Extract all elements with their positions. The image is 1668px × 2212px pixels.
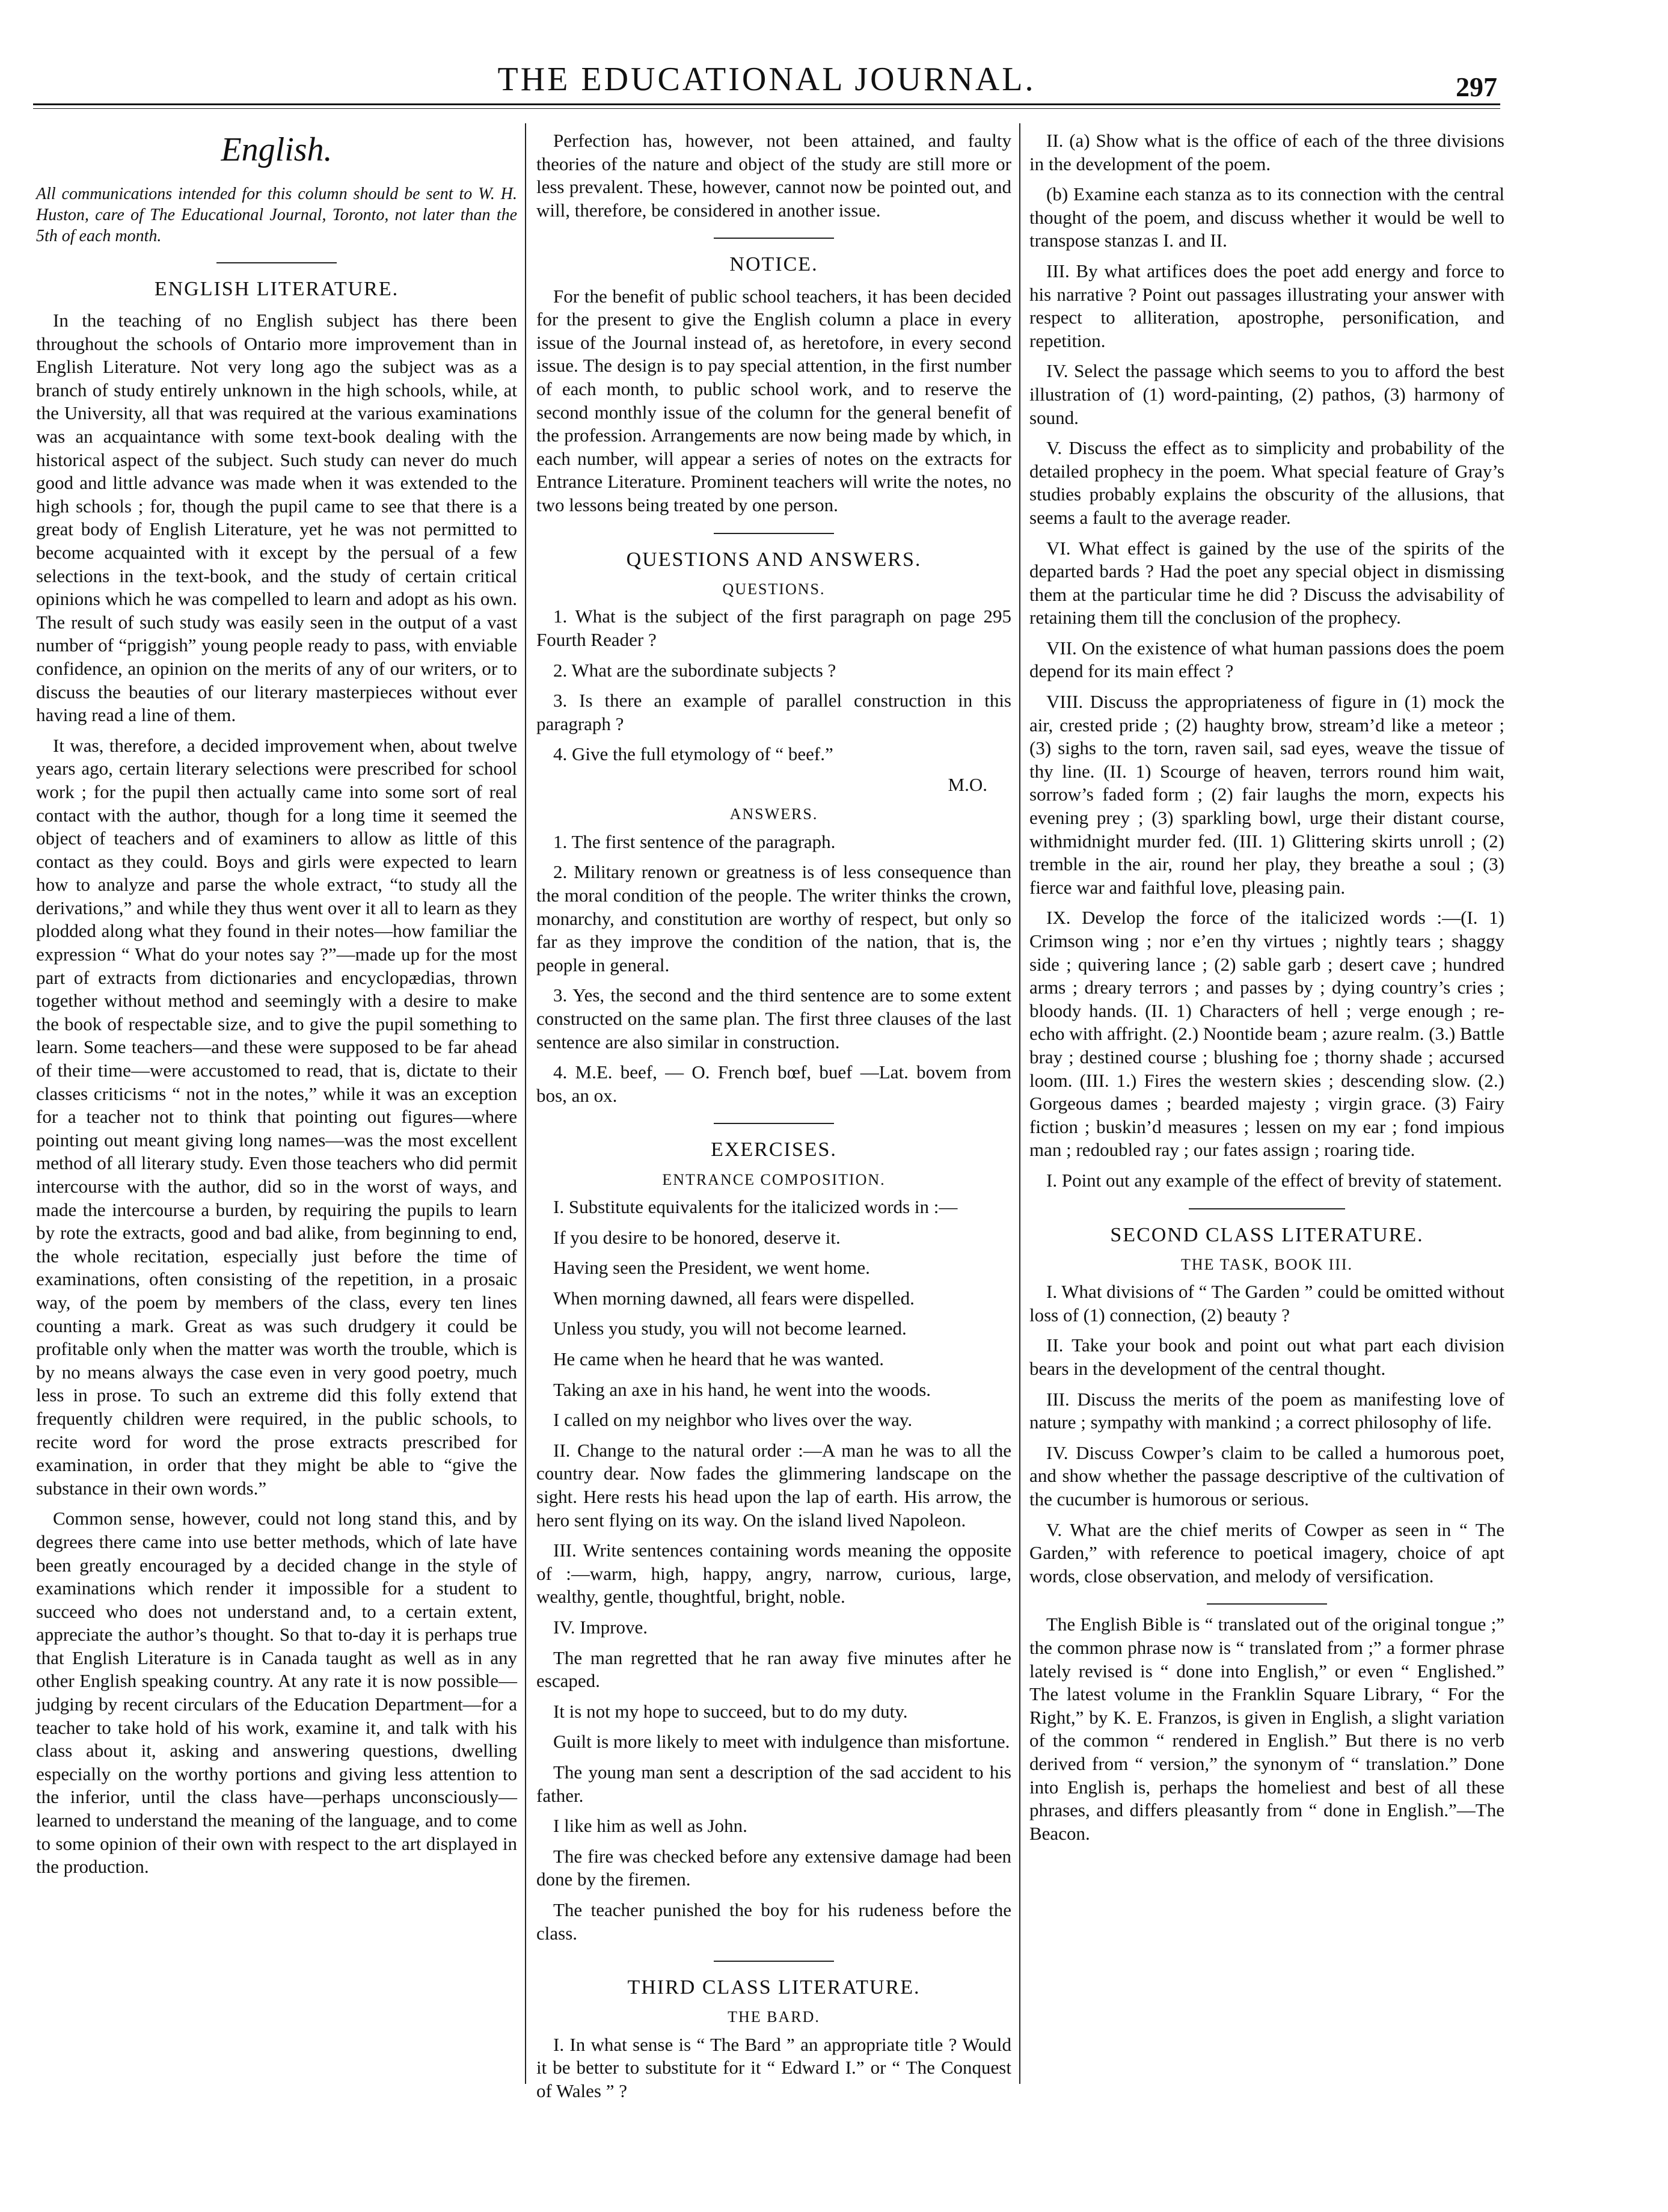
bard-question: I. In what sense is “ The Bard ” an appropriate title ? Would it be better to substitute for it “ Edward I.” or “ The Conquest of Wales ” ?: [536, 2033, 1011, 2101]
header-rule: [33, 103, 1500, 105]
bard-question: VIII. Discuss the appropriateness of figure in (1) mock the air, crested pride ; (2) haughty brow, stream’d like a meteor ; (3) sighs to the torn, raven sail, sad eyes, weave the tissue of thy line. (II. 1) Scourge of heaven, terrors round him wait, sorrow’s faded form ; (2) fair laughs the morn, expects his evening prey ; (3) sparkling bowl, urge their distant course, withmidnight murder fed. (III. 1) Glittering skirts unroll ; (2) tremble in the air, round her play, they breathe a soul ; (3) fierce war and faithful love, pleasing pain.: [1029, 691, 1504, 898]
journal-title: THE EDUCATIONAL JOURNAL.: [497, 61, 1036, 98]
divider: [216, 262, 337, 263]
notice-paragraph: For the benefit of public school teachers, it has been decided for the present to give the English column a place in every issue of the Journal instead of, as heretofore, in every second issue. The design is to pay special attention, in the first number of each month, to public school work, and to reserve the second monthly issue of the column for the general benefit of the profession. Arrangements are now being made by which, in each number, will appear a series of notes on the extracts for Entrance Literature. Prominent teachers will write the notes, no two lessons being treated by one person.: [536, 285, 1011, 516]
subheading-the-bard: THE BARD.: [728, 2008, 820, 2026]
subheading-questions: QUESTIONS.: [722, 580, 826, 598]
column-3: [1029, 129, 1504, 1852]
column-1: [36, 129, 517, 1886]
question-signature: M.O.: [948, 773, 987, 795]
page-header: [36, 60, 1497, 114]
answer-item: 1. The first sentence of the paragraph.: [553, 831, 836, 852]
subheading-answers: ANSWERS.: [729, 805, 818, 823]
divider: [714, 1961, 834, 1962]
bard-question: (b) Examine each stanza as to its connection with the central thought of the poem, and discuss whether it would be well to transpose stanzas I. and II.: [1029, 183, 1504, 251]
exercise-item: When morning dawned, all fears were dispelled.: [553, 1287, 915, 1309]
article-paragraph: It was, therefore, a decided improvement when, about twelve years ago, certain literary selections were prescribed for school work ; for the pupil then actually came into some sort of real contact with the author, though for a long time it seemed the object of teachers and of examiners to allow as little of this contact as they could. Boys and girls were expected to learn how to analyze and parse the whole extract, “to study all the derivations,” and while they thus went over it all to learn as they plodded along what they found in their notes—how familiar the expression “ What do your notes say ?”—made up for the most part of extracts from dictionaries and encyclopædias, thrown together without method and seemingly with a desire to make the book of respectable size, and to give the pupil something to learn. Some teachers—and these were supposed to be far ahead of their time—were accustomed to read, that is, dictate to their classes criticisms “ not in the notes,” while it was an exception for a teacher not to think that pointing out figures—where pointing out meant giving long names—was the most excellent method of all literary study. Even those teachers who did permit intercourse with the author, did so in the worst of ways, and made the intercourse a burden, by requiring the pupils to learn by rote the extracts, good and bad alike, from beginning to end, the whole recitation, especially just before the time of examinations, often consisting of the repetition, in a prosaic way, of the poem by members of the class, every ten lines counting a mark. Great as was such drudgery it could be profitable only when the matter was worth the trouble, which is by no means always the case even in very good poetry, much less in prose. To such an extreme did this folly extend that frequently children were required, in the public schools, to recite word for word the prose extracts prescribed for examination, in order that they might be able to “give the substance in their own words.”: [36, 734, 517, 1499]
exercise-item: Guilt is more likely to meet with indulgence than misfortune.: [553, 1731, 1010, 1753]
exercise-item: IV. Improve.: [553, 1616, 648, 1638]
editor-note: All communications intended for this column should be sent to W. H. Huston, care of The Educational Journal, Toronto, not later than the 5th of each month.: [36, 184, 517, 245]
exercise-item: Unless you study, you will not become learned.: [553, 1318, 907, 1339]
divider: [714, 238, 834, 239]
exercise-item: If you desire to be honored, deserve it.: [553, 1226, 841, 1248]
bard-question: II. (a) Show what is the office of each of the three divisions in the development of the poem.: [1029, 130, 1504, 174]
article-paragraph: Common sense, however, could not long stand this, and by degrees there came into use better methods, which of late have been greatly encouraged by a decided change in the style of examinations which render it impossible for a student to succeed who does not understand and, to a certain extent, appreciate the author’s thought. So that to-day it is perhaps true that English Literature is in Canada taught as well as in any other English speaking country. At any rate it is now possible—judging by recent circulars of the Education Department—for a teacher to take hold of his work, examine it, and talk with his class about it, asking and answering questions, dwelling especially on the worthy portions and giving less attention to the inferior, until the class have—perhaps unconsciously—learned to understand the meaning of the language, and to come to some opinion of their own with respect to the art displayed in the production.: [36, 1508, 517, 1878]
heading-notice: NOTICE.: [729, 253, 818, 276]
answer-item: 3. Yes, the second and the third sentence are to some extent constructed on the same plan. The first three clauses of the last sentence are also similar in construction.: [536, 985, 1011, 1052]
exercise-item: Having seen the President, we went home.: [553, 1257, 870, 1279]
heading-questions-answers: QUESTIONS AND ANSWERS.: [626, 548, 922, 571]
divider: [1207, 1603, 1327, 1605]
subheading-entrance-composition: ENTRANCE COMPOSITION.: [662, 1170, 886, 1188]
question-item: 2. What are the subordinate subjects ?: [553, 659, 836, 681]
task-question: IV. Discuss Cowper’s claim to be called a humorous poet, and show whether the passage descriptive of the cultivation of the cucumber is humorous or serious.: [1029, 1442, 1504, 1510]
exercise-item: I like him as well as John.: [553, 1815, 747, 1837]
section-title-english: English.: [221, 131, 333, 168]
exercise-item: Taking an axe in his hand, he went into the woods.: [553, 1378, 931, 1400]
bible-note-paragraph: The English Bible is “ translated out of the original tongue ;” the common phrase now is “ translated from ;” a former phrase lately revised is “ done into English,” or even “ Englished.” The latest volume in the Franklin Square Library, “ For the Right,” by K. E. Franzos, is given in English, a slight variation of the common “ rendered in English.” But there is no verb derived from “ version,” the synonym of “ translation.” Done into English is, perhaps the homeliest and best of all these phrases, and differs pleasantly from “ done in English.”—The Beacon.: [1029, 1614, 1504, 1844]
answer-item: 2. Military renown or greatness is of less consequence than the moral condition of the people. The writer thinks the crown, monarchy, and constitution are worthy of respect, but only so far as they improve the condition of the nation, that is, the people in general.: [536, 861, 1011, 975]
question-item: 3. Is there an example of parallel construction in this paragraph ?: [536, 690, 1011, 734]
exercise-item: I. Substitute equivalents for the italicized words in :—: [553, 1196, 958, 1218]
page-number: 297: [1456, 72, 1497, 102]
exercise-item: III. Write sentences containing words meaning the opposite of :—warm, high, happy, angry, narrow, curious, large, wealthy, gentle, thoughtful, bright, noble.: [536, 1540, 1011, 1608]
bard-question: V. Discuss the effect as to simplicity and probability of the detailed prophecy in the poem. What special feature of Gray’s studies probably explains the obscurity of the allusions, that seems a fault to the average reader.: [1029, 437, 1504, 528]
exercise-item: II. Change to the natural order :—A man he was to all the country dear. Now fades the glimmering landscape on the sight. Here rests his head upon the lap of earth. His arrow, the hero sent flying on its way. On the island lived Napoleon.: [536, 1439, 1011, 1531]
task-question: III. Discuss the merits of the poem as manifesting love of nature ; sympathy with mankind ; a correct philosophy of life.: [1029, 1388, 1504, 1433]
divider: [714, 533, 834, 534]
bard-question: VI. What effect is gained by the use of the spirits of the departed bards ? Had the poet any special object in dismissing them at the particular time he did ? Discuss the advisability of retaining them till the conclusion of the prophecy.: [1029, 537, 1504, 628]
heading-third-class-literature: THIRD CLASS LITERATURE.: [627, 1976, 921, 1999]
bard-question: III. By what artifices does the poet add energy and force to his narrative ? Point out passages illustrating your answer with respect to alliteration, apostrophe, personification, and repetition.: [1029, 260, 1504, 351]
exercise-item: The teacher punished the boy for his rudeness before the class.: [536, 1899, 1011, 1944]
heading-exercises: EXERCISES.: [711, 1138, 837, 1161]
bard-question: IX. Develop the force of the italicized words :—(I. 1) Crimson wing ; nor e’en thy virtues ; nightly tears ; shaggy side ; quivering lance ; (2) sable garb ; desert cave ; hundred arms ; dreary terrors ; and passes by ; dying country’s cries ; bloody hands. (II. 1) Characters of hell ; verge enough ; re-echo with affright. (2.) Noontide beam ; azure realm. (3.) Battle bray ; destined course ; blushing foe ; thorny shade ; accursed loom. (III. 1.) Fires the western skies ; descending slow. (2.) Gorgeous dames ; bearded majesty ; virgin grace. (3) Fairy fiction ; buskin’d measures ; lessen on my ear ; fond impious man ; redoubled ray ; our fates assign ; roaring tide.: [1029, 907, 1504, 1161]
article-paragraph: Perfection has, however, not been attained, and faulty theories of the nature and object of the study are still more or less prevalent. These, however, cannot now be pointed out, and will, therefore, be considered in another issue.: [536, 130, 1011, 221]
exercise-item: The fire was checked before any extensive damage had been done by the firemen.: [536, 1845, 1011, 1890]
exercise-item: The man regretted that he ran away five minutes after he escaped.: [536, 1647, 1011, 1692]
answer-item: 4. M.E. beef, — O. French bœf, buef —Lat. bovem from bos, an ox.: [536, 1061, 1011, 1106]
bard-question: VII. On the existence of what human passions does the poem depend for its main effect ?: [1029, 637, 1504, 682]
bard-question: IV. Select the passage which seems to you to afford the best illustration of (1) word-painting, (2) pathos, (3) harmony of sound.: [1029, 360, 1504, 428]
column-divider-2: [1019, 123, 1020, 2084]
heading-second-class-literature: SECOND CLASS LITERATURE.: [1110, 1223, 1424, 1246]
header-rule-thin: [33, 108, 1500, 109]
exercise-item: I called on my neighbor who lives over the way.: [553, 1409, 913, 1431]
exercise-item: It is not my hope to succeed, but to do my duty.: [553, 1700, 908, 1722]
divider: [1189, 1208, 1345, 1209]
column-2: [536, 129, 1011, 2110]
subheading-the-task: THE TASK, BOOK III.: [1180, 1255, 1354, 1273]
task-question: V. What are the chief merits of Cowper as seen in “ The Garden,” with reference to poetical imagery, choice of apt words, close observation, and melody of versification.: [1029, 1519, 1504, 1587]
task-question: I. What divisions of “ The Garden ” could be omitted without loss of (1) connection, (2) beauty ?: [1029, 1281, 1504, 1326]
bard-question: I. Point out any example of the effect of brevity of statement.: [1046, 1169, 1502, 1191]
question-item: 4. Give the full etymology of “ beef.”: [553, 743, 833, 765]
exercise-item: He came when he heard that he was wanted.: [553, 1348, 885, 1370]
article-paragraph: In the teaching of no English subject has there been throughout the schools of Ontario more improvement than in English Literature. Not very long ago the subject was as a branch of study entirely unknown in the high schools, while, at the University, all that was required at the various examinations was an acquaintance with some text-book dealing with the historical aspect of the subject. Such study can never do much good and little advance was made when it was extended to the high schools ; for, though the pupil came to see that there is a great body of English Literature, yet he was not permitted to become acquainted with it except by the persual of a few selections in the text-book, and the study of certain critical opinions which he was compelled to learn and adopt as his own. The result of such study was easily seen in the output of a vast number of “priggish” young people ready to pass, with enviable confidence, an opinion on the merits of any of our writers, or to discuss the beauties of our literary masterpieces without ever having read a line of them.: [36, 310, 517, 726]
divider: [714, 1123, 834, 1124]
question-item: 1. What is the subject of the first paragraph on page 295 Fourth Reader ?: [536, 606, 1011, 650]
column-divider-1: [525, 123, 526, 2084]
heading-english-literature: ENGLISH LITERATURE.: [154, 277, 399, 300]
task-question: II. Take your book and point out what part each division bears in the development of the central thought.: [1029, 1335, 1504, 1379]
exercise-item: The young man sent a description of the sad accident to his father.: [536, 1761, 1011, 1806]
